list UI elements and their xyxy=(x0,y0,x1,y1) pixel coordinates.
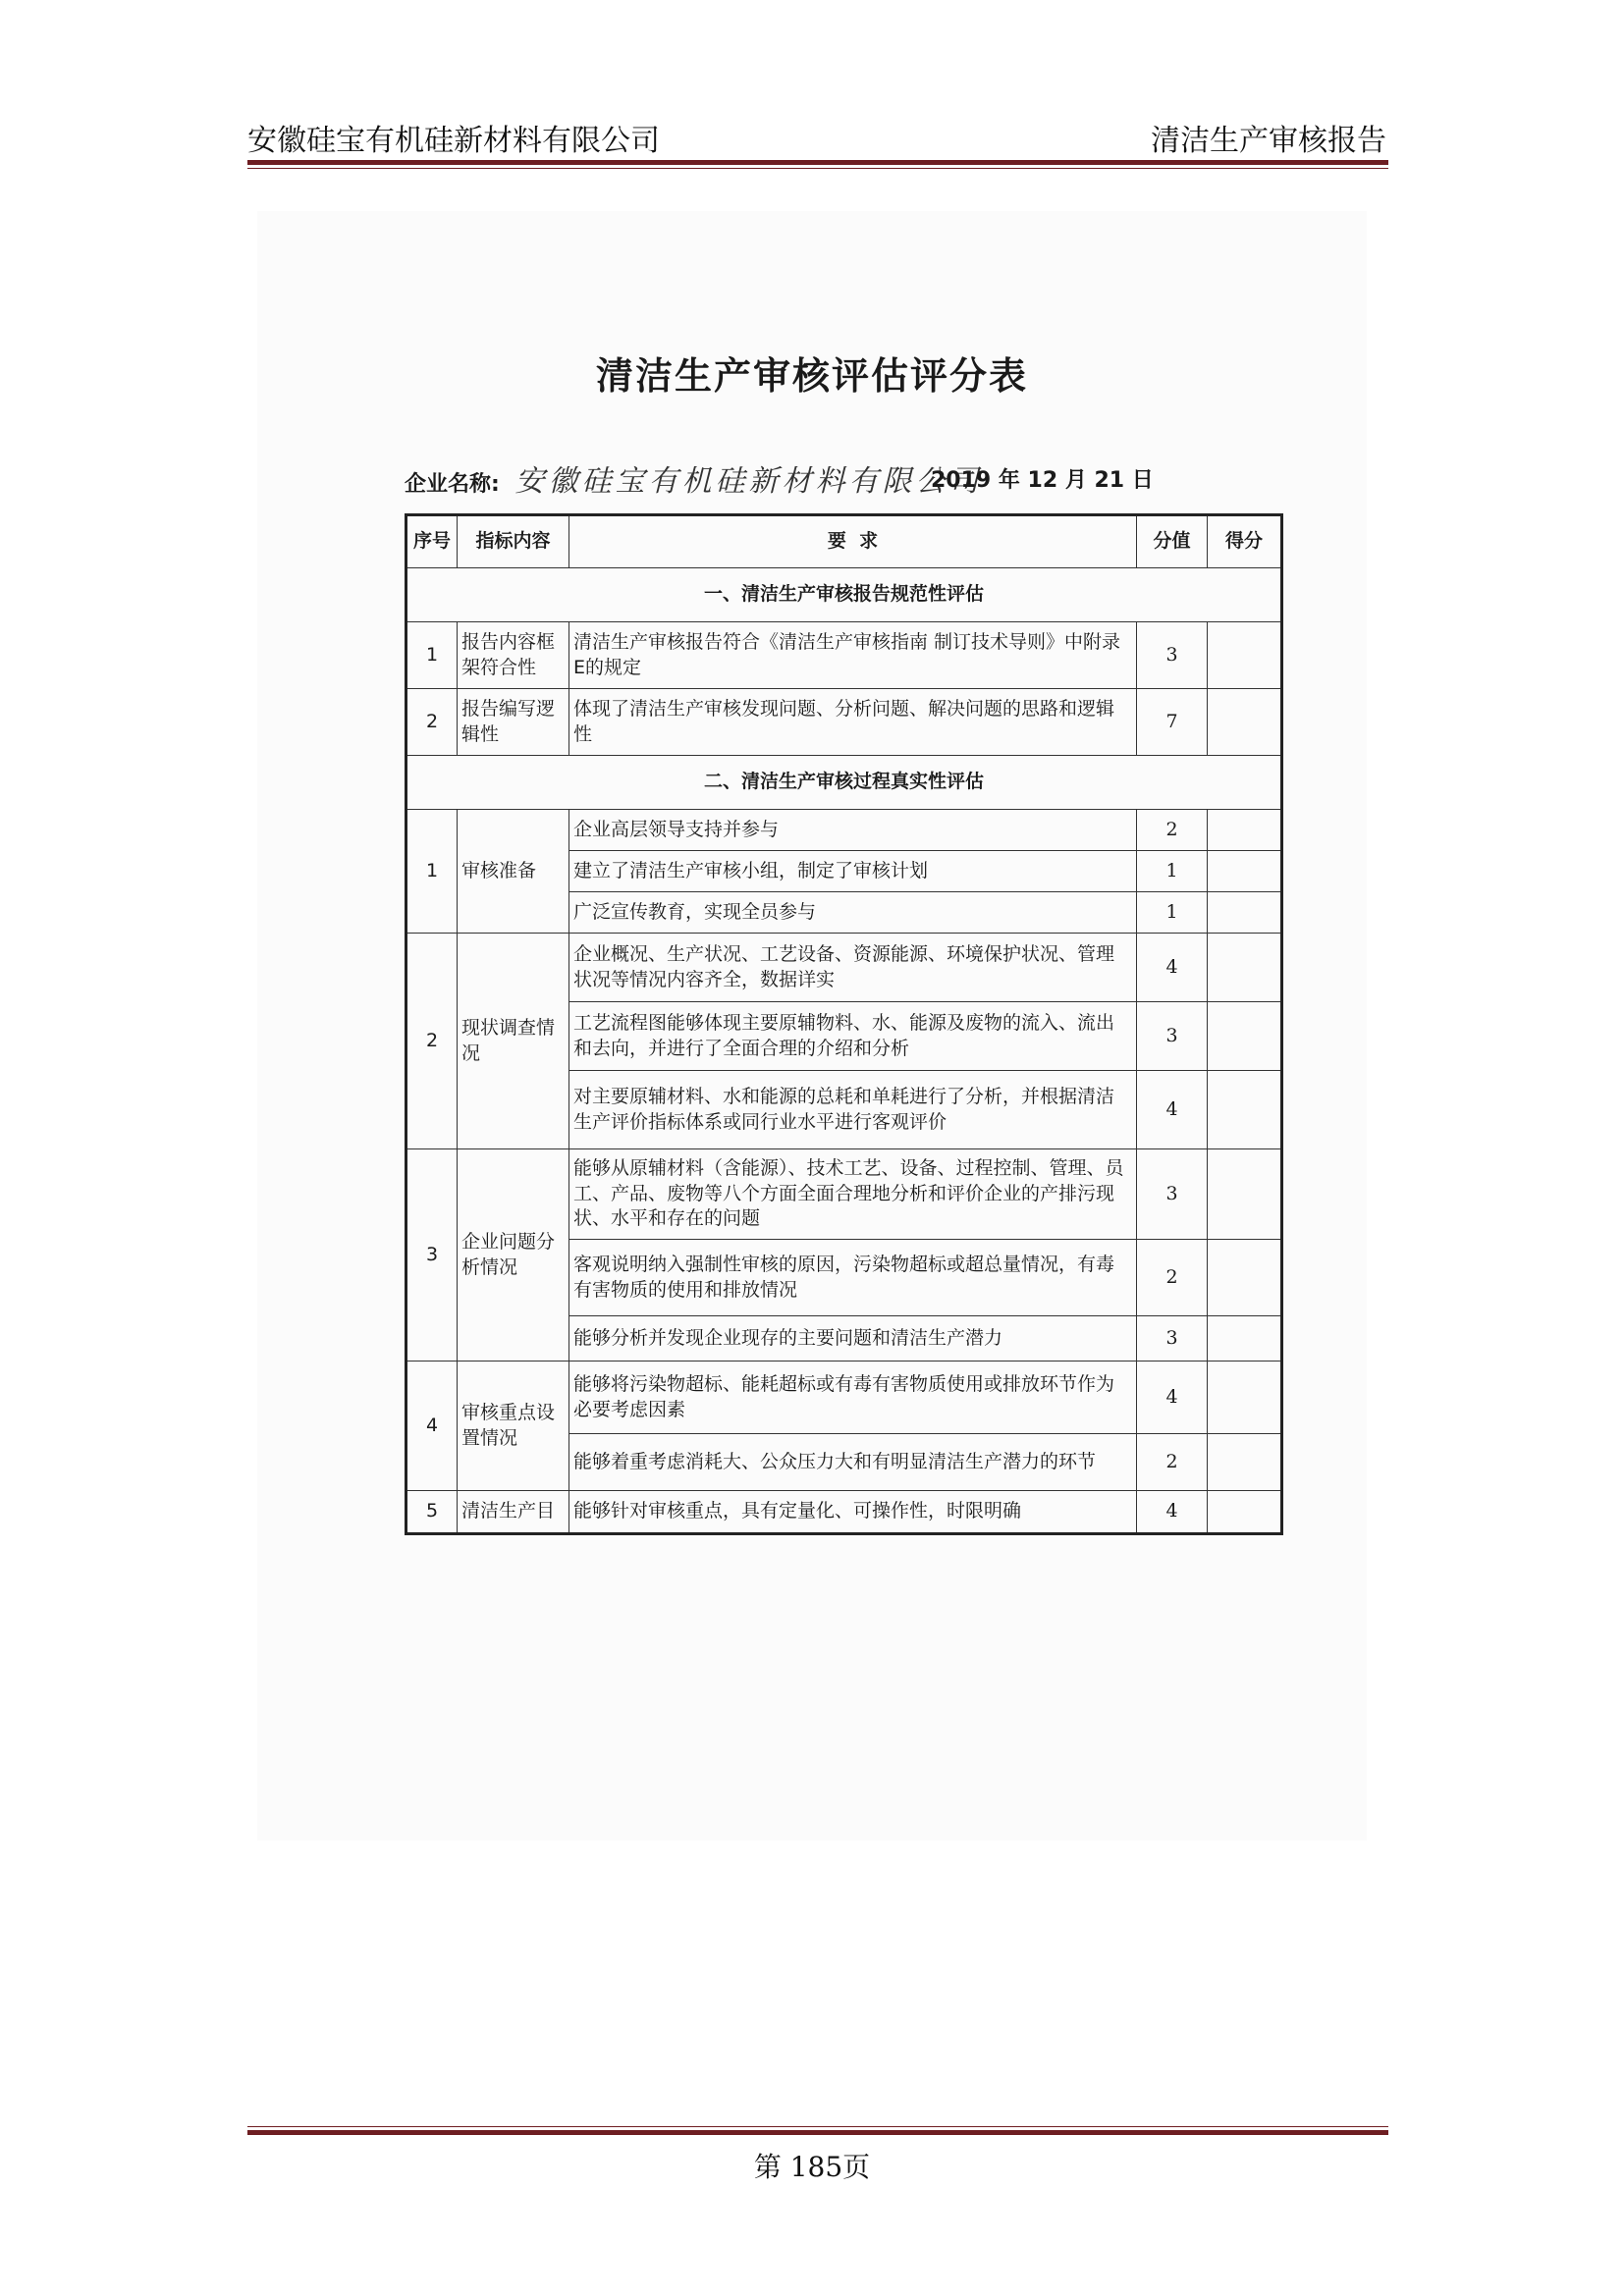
row-no: 2 xyxy=(406,689,458,756)
row-result[interactable] xyxy=(1208,1434,1282,1491)
col-requirement: 要 求 xyxy=(569,515,1137,568)
row-no: 3 xyxy=(406,1149,458,1362)
row-requirement: 能够针对审核重点，具有定量化、可操作性，时限明确 xyxy=(569,1491,1137,1534)
row-result[interactable] xyxy=(1208,892,1282,934)
section-title: 二、清洁生产审核过程真实性评估 xyxy=(406,756,1282,810)
row-requirement: 企业高层领导支持并参与 xyxy=(569,810,1137,851)
company-name-row xyxy=(405,456,982,500)
header-company: 安徽硅宝有机硅新材料有限公司 xyxy=(247,124,660,158)
row-score: 3 xyxy=(1137,1316,1208,1362)
row-no: 1 xyxy=(406,810,458,934)
row-requirement: 广泛宣传教育，实现全员参与 xyxy=(569,892,1137,934)
page-number: 第 185页 xyxy=(753,2151,871,2183)
row-result[interactable] xyxy=(1208,851,1282,892)
row-requirement: 能够将污染物超标、能耗超标或有毒有害物质使用或排放环节作为必要考虑因素 xyxy=(569,1362,1137,1434)
row-result[interactable] xyxy=(1208,1149,1282,1240)
row-requirement: 工艺流程图能够体现主要原辅物料、水、能源及废物的流入、流出和去向，并进行了全面合理的介绍和分析 xyxy=(569,1002,1137,1071)
row-score: 2 xyxy=(1137,1240,1208,1316)
col-score: 分值 xyxy=(1137,515,1208,568)
footer-rule-thin xyxy=(247,2126,1388,2127)
row-no: 1 xyxy=(406,622,458,689)
row-requirement: 能够从原辅材料（含能源）、技术工艺、设备、过程控制、管理、员工、产品、废物等八个方面全面合理地分析和评价企业的产排污现状、水平和存在的问题 xyxy=(569,1149,1137,1240)
row-requirement: 体现了清洁生产审核发现问题、分析问题、解决问题的思路和逻辑性 xyxy=(569,689,1137,756)
row-indicator: 现状调查情况 xyxy=(458,934,569,1149)
row-requirement: 客观说明纳入强制性审核的原因，污染物超标或超总量情况，有毒有害物质的使用和排放情况 xyxy=(569,1240,1137,1316)
row-result[interactable] xyxy=(1208,1491,1282,1534)
row-indicator: 审核重点设置情况 xyxy=(458,1362,569,1491)
row-score: 1 xyxy=(1137,892,1208,934)
header-report-title: 清洁生产审核报告 xyxy=(1151,124,1386,158)
score-table xyxy=(405,513,1283,1535)
row-requirement: 清洁生产审核报告符合《清洁生产审核指南 制订技术导则》中附录E的规定 xyxy=(569,622,1137,689)
row-score: 3 xyxy=(1137,1149,1208,1240)
row-score: 3 xyxy=(1137,622,1208,689)
row-requirement: 能够着重考虑消耗大、公众压力大和有明显清洁生产潜力的环节 xyxy=(569,1434,1137,1491)
company-handwritten: 安徽硅宝有机硅新材料有限公司 xyxy=(514,464,983,499)
row-score: 3 xyxy=(1137,1002,1208,1071)
row-result[interactable] xyxy=(1208,1316,1282,1362)
row-result[interactable] xyxy=(1208,1240,1282,1316)
table-row xyxy=(406,1491,1282,1534)
col-result: 得分 xyxy=(1208,515,1282,568)
table-row xyxy=(406,1362,1282,1434)
row-no: 5 xyxy=(406,1491,458,1534)
row-score: 4 xyxy=(1137,934,1208,1002)
header-rule-thin xyxy=(247,168,1388,169)
table-row xyxy=(406,689,1282,756)
col-indicator: 指标内容 xyxy=(458,515,569,568)
row-score: 7 xyxy=(1137,689,1208,756)
section-row xyxy=(406,756,1282,810)
row-result[interactable] xyxy=(1208,810,1282,851)
form-date: 2019 年 12 月 21 日 xyxy=(931,468,1154,493)
row-score: 4 xyxy=(1137,1071,1208,1149)
footer-rule-thick xyxy=(247,2130,1388,2135)
header-rule-thick xyxy=(247,160,1388,165)
row-result[interactable] xyxy=(1208,934,1282,1002)
table-row xyxy=(406,1149,1282,1240)
section-title: 一、清洁生产审核报告规范性评估 xyxy=(406,568,1282,622)
company-label: 企业名称: xyxy=(405,472,500,497)
row-no: 4 xyxy=(406,1362,458,1491)
row-score: 1 xyxy=(1137,851,1208,892)
row-requirement: 能够分析并发现企业现存的主要问题和清洁生产潜力 xyxy=(569,1316,1137,1362)
col-no: 序号 xyxy=(406,515,458,568)
row-indicator: 报告编写逻辑性 xyxy=(458,689,569,756)
row-result[interactable] xyxy=(1208,622,1282,689)
row-indicator: 审核准备 xyxy=(458,810,569,934)
row-result[interactable] xyxy=(1208,689,1282,756)
row-indicator: 清洁生产目 xyxy=(458,1491,569,1534)
table-row xyxy=(406,934,1282,1002)
row-no: 2 xyxy=(406,934,458,1149)
table-row xyxy=(406,622,1282,689)
row-score: 4 xyxy=(1137,1362,1208,1434)
section-row xyxy=(406,568,1282,622)
row-result[interactable] xyxy=(1208,1362,1282,1434)
row-requirement: 建立了清洁生产审核小组，制定了审核计划 xyxy=(569,851,1137,892)
form-title: 清洁生产审核评估评分表 xyxy=(595,354,1028,398)
row-result[interactable] xyxy=(1208,1071,1282,1149)
row-score: 2 xyxy=(1137,810,1208,851)
row-requirement: 企业概况、生产状况、工艺设备、资源能源、环境保护状况、管理状况等情况内容齐全，数据详实 xyxy=(569,934,1137,1002)
table-header-row xyxy=(406,515,1282,568)
table-row xyxy=(406,810,1282,851)
row-indicator: 企业问题分析情况 xyxy=(458,1149,569,1362)
row-result[interactable] xyxy=(1208,1002,1282,1071)
row-requirement: 对主要原辅材料、水和能源的总耗和单耗进行了分析，并根据清洁生产评价指标体系或同行业水平进行客观评价 xyxy=(569,1071,1137,1149)
row-score: 2 xyxy=(1137,1434,1208,1491)
row-score: 4 xyxy=(1137,1491,1208,1534)
row-indicator: 报告内容框架符合性 xyxy=(458,622,569,689)
